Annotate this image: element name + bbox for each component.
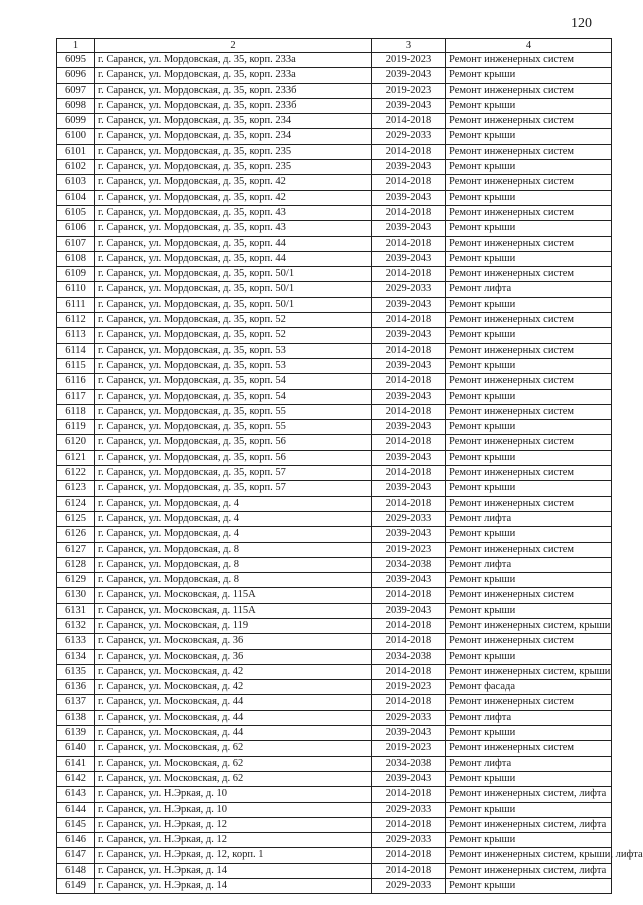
address-cell: г. Саранск, ул. Московская, д. 62 (95, 756, 372, 771)
row-number: 6105 (57, 205, 95, 220)
table-row (57, 710, 612, 725)
period-cell: 2029-2033 (372, 129, 446, 144)
row-number: 6148 (57, 863, 95, 878)
table-body (57, 53, 643, 894)
row-number: 6130 (57, 588, 95, 603)
row-number: 6111 (57, 297, 95, 312)
row-number: 6133 (57, 634, 95, 649)
work-type-cell: Ремонт инженерных систем, лифта (446, 787, 612, 802)
address-cell: г. Саранск, ул. Мордовская, д. 4 (95, 496, 372, 511)
work-type-cell: Ремонт крыши (446, 802, 612, 817)
table-row (57, 466, 612, 481)
row-number: 6122 (57, 466, 95, 481)
work-type-cell: Ремонт инженерных систем (446, 496, 612, 511)
work-type-cell: Ремонт крыши (446, 190, 612, 205)
period-cell: 2039-2043 (372, 251, 446, 266)
table-row (57, 144, 612, 159)
row-number: 6098 (57, 98, 95, 113)
table-row (57, 83, 612, 98)
row-number: 6127 (57, 542, 95, 557)
period-cell: 2014-2018 (372, 588, 446, 603)
header-row (57, 39, 612, 53)
table-row (57, 573, 612, 588)
address-cell: г. Саранск, ул. Московская, д. 42 (95, 664, 372, 679)
work-type-cell: Ремонт инженерных систем, лифта (446, 863, 612, 878)
table-row (57, 450, 612, 465)
period-cell: 2039-2043 (372, 527, 446, 542)
address-cell: г. Саранск, ул. Московская, д. 42 (95, 680, 372, 695)
work-type-cell: Ремонт инженерных систем (446, 83, 612, 98)
table-row (57, 527, 612, 542)
period-cell: 2019-2023 (372, 53, 446, 68)
address-cell: г. Саранск, ул. Мордовская, д. 35, корп. 50/1 (95, 282, 372, 297)
row-number: 6138 (57, 710, 95, 725)
row-number: 6129 (57, 573, 95, 588)
table-row (57, 190, 612, 205)
work-type-cell: Ремонт лифта (446, 756, 612, 771)
table-row (57, 297, 612, 312)
repair-schedule-table (56, 38, 643, 894)
row-number: 6119 (57, 420, 95, 435)
period-cell: 2019-2023 (372, 83, 446, 98)
table-row (57, 557, 612, 572)
address-cell: г. Саранск, ул. Н.Эркая, д. 10 (95, 802, 372, 817)
table-row (57, 267, 612, 282)
period-cell: 2039-2043 (372, 98, 446, 113)
address-cell: г. Саранск, ул. Московская, д. 44 (95, 695, 372, 710)
work-type-cell: Ремонт крыши (446, 221, 612, 236)
row-number: 6097 (57, 83, 95, 98)
table-row (57, 251, 612, 266)
column-header-2: 2 (95, 39, 372, 53)
work-type-cell: Ремонт инженерных систем (446, 144, 612, 159)
work-type-cell: Ремонт лифта (446, 282, 612, 297)
address-cell: г. Саранск, ул. Мордовская, д. 4 (95, 511, 372, 526)
table-row (57, 496, 612, 511)
work-type-cell: Ремонт инженерных систем, крыши, лифта (446, 848, 612, 863)
address-cell: г. Саранск, ул. Мордовская, д. 35, корп. 52 (95, 328, 372, 343)
work-type-cell: Ремонт инженерных систем (446, 205, 612, 220)
table-row (57, 68, 612, 83)
address-cell: г. Саранск, ул. Н.Эркая, д. 12 (95, 817, 372, 832)
period-cell: 2034-2038 (372, 557, 446, 572)
period-cell: 2039-2043 (372, 420, 446, 435)
work-type-cell: Ремонт крыши (446, 98, 612, 113)
period-cell: 2039-2043 (372, 481, 446, 496)
work-type-cell: Ремонт крыши (446, 68, 612, 83)
address-cell: г. Саранск, ул. Мордовская, д. 35, корп. 233а (95, 68, 372, 83)
work-type-cell: Ремонт крыши (446, 726, 612, 741)
address-cell: г. Саранск, ул. Мордовская, д. 35, корп. 233а (95, 53, 372, 68)
table-row (57, 420, 612, 435)
address-cell: г. Саранск, ул. Н.Эркая, д. 12 (95, 833, 372, 848)
work-type-cell: Ремонт крыши (446, 649, 612, 664)
period-cell: 2039-2043 (372, 573, 446, 588)
row-number: 6114 (57, 343, 95, 358)
period-cell: 2014-2018 (372, 236, 446, 251)
work-type-cell: Ремонт крыши (446, 328, 612, 343)
address-cell: г. Саранск, ул. Н.Эркая, д. 12, корп. 1 (95, 848, 372, 863)
period-cell: 2039-2043 (372, 450, 446, 465)
period-cell: 2029-2033 (372, 710, 446, 725)
address-cell: г. Саранск, ул. Московская, д. 44 (95, 710, 372, 725)
address-cell: г. Саранск, ул. Московская, д. 62 (95, 771, 372, 786)
address-cell: г. Саранск, ул. Мордовская, д. 8 (95, 557, 372, 572)
period-cell: 2029-2033 (372, 511, 446, 526)
period-cell: 2014-2018 (372, 466, 446, 481)
address-cell: г. Саранск, ул. Мордовская, д. 35, корп. 234 (95, 129, 372, 144)
period-cell: 2039-2043 (372, 389, 446, 404)
row-number: 6102 (57, 160, 95, 175)
address-cell: г. Саранск, ул. Н.Эркая, д. 10 (95, 787, 372, 802)
table-row (57, 98, 612, 113)
address-cell: г. Саранск, ул. Московская, д. 115А (95, 588, 372, 603)
work-type-cell: Ремонт инженерных систем (446, 343, 612, 358)
address-cell: г. Саранск, ул. Мордовская, д. 35, корп. 50/1 (95, 297, 372, 312)
address-cell: г. Саранск, ул. Московская, д. 36 (95, 634, 372, 649)
period-cell: 2014-2018 (372, 695, 446, 710)
address-cell: г. Саранск, ул. Н.Эркая, д. 14 (95, 863, 372, 878)
row-number: 6101 (57, 144, 95, 159)
period-cell: 2034-2038 (372, 756, 446, 771)
address-cell: г. Саранск, ул. Мордовская, д. 35, корп. 50/1 (95, 267, 372, 282)
period-cell: 2014-2018 (372, 343, 446, 358)
address-cell: г. Саранск, ул. Московская, д. 36 (95, 649, 372, 664)
address-cell: г. Саранск, ул. Мордовская, д. 35, корп. 233б (95, 83, 372, 98)
work-type-cell: Ремонт инженерных систем (446, 404, 612, 419)
row-number: 6125 (57, 511, 95, 526)
row-number: 6124 (57, 496, 95, 511)
work-type-cell: Ремонт крыши (446, 420, 612, 435)
period-cell: 2039-2043 (372, 771, 446, 786)
table-row (57, 649, 612, 664)
row-number: 6106 (57, 221, 95, 236)
period-cell: 2014-2018 (372, 618, 446, 633)
work-type-cell: Ремонт инженерных систем (446, 114, 612, 129)
table-row (57, 129, 612, 144)
address-cell: г. Саранск, ул. Мордовская, д. 35, корп. 233б (95, 98, 372, 113)
row-number: 6118 (57, 404, 95, 419)
page-number: 120 (571, 16, 592, 31)
period-cell: 2029-2033 (372, 282, 446, 297)
address-cell: г. Саранск, ул. Мордовская, д. 35, корп. 234 (95, 114, 372, 129)
period-cell: 2039-2043 (372, 68, 446, 83)
period-cell: 2014-2018 (372, 175, 446, 190)
row-number: 6120 (57, 435, 95, 450)
table-row (57, 389, 612, 404)
address-cell: г. Саранск, ул. Мордовская, д. 35, корп. 56 (95, 435, 372, 450)
work-type-cell: Ремонт крыши (446, 603, 612, 618)
row-number: 6145 (57, 817, 95, 832)
address-cell: г. Саранск, ул. Мордовская, д. 35, корп. 57 (95, 466, 372, 481)
address-cell: г. Саранск, ул. Мордовская, д. 35, корп. 235 (95, 144, 372, 159)
row-number: 6147 (57, 848, 95, 863)
table-row (57, 282, 612, 297)
period-cell: 2039-2043 (372, 726, 446, 741)
work-type-cell: Ремонт крыши (446, 450, 612, 465)
row-number: 6096 (57, 68, 95, 83)
row-number: 6103 (57, 175, 95, 190)
period-cell: 2039-2043 (372, 221, 446, 236)
column-header-4: 4 (446, 39, 612, 53)
table-row (57, 618, 612, 633)
work-type-cell: Ремонт фасада (446, 680, 612, 695)
row-number: 6142 (57, 771, 95, 786)
work-type-cell: Ремонт инженерных систем (446, 588, 612, 603)
period-cell: 2019-2023 (372, 680, 446, 695)
period-cell: 2014-2018 (372, 267, 446, 282)
table-row (57, 435, 612, 450)
period-cell: 2014-2018 (372, 404, 446, 419)
work-type-cell: Ремонт инженерных систем (446, 466, 612, 481)
address-cell: г. Саранск, ул. Мордовская, д. 35, корп. 52 (95, 313, 372, 328)
table-row (57, 358, 612, 373)
table-row (57, 787, 612, 802)
work-type-cell: Ремонт крыши (446, 527, 612, 542)
work-type-cell: Ремонт инженерных систем (446, 741, 612, 756)
row-number: 6143 (57, 787, 95, 802)
work-type-cell: Ремонт крыши (446, 389, 612, 404)
table-row (57, 175, 612, 190)
table-row (57, 802, 612, 817)
table-header (57, 39, 612, 53)
row-number: 6108 (57, 251, 95, 266)
address-cell: г. Саранск, ул. Московская, д. 119 (95, 618, 372, 633)
address-cell: г. Саранск, ул. Мордовская, д. 35, корп. 53 (95, 358, 372, 373)
row-number: 6100 (57, 129, 95, 144)
address-cell: г. Саранск, ул. Мордовская, д. 35, корп. 44 (95, 236, 372, 251)
address-cell: г. Саранск, ул. Мордовская, д. 35, корп. 55 (95, 420, 372, 435)
table-row (57, 114, 612, 129)
address-cell: г. Саранск, ул. Московская, д. 115А (95, 603, 372, 618)
table-row (57, 404, 612, 419)
row-number: 6128 (57, 557, 95, 572)
row-number: 6117 (57, 389, 95, 404)
row-number: 6115 (57, 358, 95, 373)
period-cell: 2019-2023 (372, 542, 446, 557)
period-cell: 2014-2018 (372, 848, 446, 863)
work-type-cell: Ремонт крыши (446, 251, 612, 266)
table-row (57, 343, 612, 358)
period-cell: 2039-2043 (372, 190, 446, 205)
address-cell: г. Саранск, ул. Мордовская, д. 35, корп. 44 (95, 251, 372, 266)
work-type-cell: Ремонт инженерных систем, крыши (446, 664, 612, 679)
address-cell: г. Саранск, ул. Мордовская, д. 8 (95, 542, 372, 557)
table-row (57, 726, 612, 741)
row-number: 6123 (57, 481, 95, 496)
row-number: 6137 (57, 695, 95, 710)
work-type-cell: Ремонт крыши (446, 481, 612, 496)
work-type-cell: Ремонт инженерных систем (446, 634, 612, 649)
column-header-3: 3 (372, 39, 446, 53)
work-type-cell: Ремонт лифта (446, 557, 612, 572)
work-type-cell: Ремонт лифта (446, 710, 612, 725)
period-cell: 2039-2043 (372, 603, 446, 618)
period-cell: 2014-2018 (372, 496, 446, 511)
period-cell: 2029-2033 (372, 833, 446, 848)
row-number: 6149 (57, 879, 95, 894)
period-cell: 2014-2018 (372, 863, 446, 878)
work-type-cell: Ремонт инженерных систем (446, 313, 612, 328)
work-type-cell: Ремонт инженерных систем (446, 374, 612, 389)
address-cell: г. Саранск, ул. Мордовская, д. 35, корп. 42 (95, 190, 372, 205)
period-cell: 2014-2018 (372, 817, 446, 832)
address-cell: г. Саранск, ул. Мордовская, д. 35, корп. 43 (95, 205, 372, 220)
table-row (57, 542, 612, 557)
address-cell: г. Саранск, ул. Мордовская, д. 35, корп. 53 (95, 343, 372, 358)
row-number: 6099 (57, 114, 95, 129)
row-number: 6110 (57, 282, 95, 297)
work-type-cell: Ремонт лифта (446, 511, 612, 526)
work-type-cell: Ремонт инженерных систем (446, 267, 612, 282)
row-number: 6132 (57, 618, 95, 633)
work-type-cell: Ремонт инженерных систем (446, 435, 612, 450)
period-cell: 2014-2018 (372, 374, 446, 389)
table-row (57, 328, 612, 343)
row-number: 6116 (57, 374, 95, 389)
period-cell: 2014-2018 (372, 144, 446, 159)
address-cell: г. Саранск, ул. Мордовская, д. 35, корп. 54 (95, 374, 372, 389)
period-cell: 2014-2018 (372, 634, 446, 649)
address-cell: г. Саранск, ул. Мордовская, д. 35, корп. 54 (95, 389, 372, 404)
table-row (57, 53, 612, 68)
table-row (57, 833, 612, 848)
work-type-cell: Ремонт крыши (446, 160, 612, 175)
row-number: 6113 (57, 328, 95, 343)
table-row (57, 236, 612, 251)
table-row (57, 588, 612, 603)
row-number: 6104 (57, 190, 95, 205)
table-row (57, 221, 612, 236)
table-row (57, 511, 612, 526)
table-row (57, 664, 612, 679)
address-cell: г. Саранск, ул. Мордовская, д. 35, корп. 56 (95, 450, 372, 465)
table-row (57, 879, 612, 894)
work-type-cell: Ремонт инженерных систем (446, 236, 612, 251)
period-cell: 2029-2033 (372, 802, 446, 817)
row-number: 6141 (57, 756, 95, 771)
row-number: 6139 (57, 726, 95, 741)
period-cell: 2014-2018 (372, 664, 446, 679)
work-type-cell: Ремонт инженерных систем (446, 695, 612, 710)
table-row (57, 756, 612, 771)
row-number: 6134 (57, 649, 95, 664)
period-cell: 2039-2043 (372, 160, 446, 175)
address-cell: г. Саранск, ул. Н.Эркая, д. 14 (95, 879, 372, 894)
table-row (57, 771, 612, 786)
work-type-cell: Ремонт крыши (446, 573, 612, 588)
row-number: 6146 (57, 833, 95, 848)
row-number: 6135 (57, 664, 95, 679)
work-type-cell: Ремонт инженерных систем (446, 53, 612, 68)
column-header-1: 1 (57, 39, 95, 53)
work-type-cell: Ремонт инженерных систем, крыши (446, 618, 612, 633)
table-row (57, 481, 612, 496)
period-cell: 2029-2033 (372, 879, 446, 894)
table-row (57, 313, 612, 328)
table-row (57, 863, 612, 878)
address-cell: г. Саранск, ул. Мордовская, д. 35, корп. 55 (95, 404, 372, 419)
row-number: 6140 (57, 741, 95, 756)
work-type-cell: Ремонт инженерных систем (446, 175, 612, 190)
address-cell: г. Саранск, ул. Мордовская, д. 4 (95, 527, 372, 542)
row-number: 6095 (57, 53, 95, 68)
table-row (57, 695, 612, 710)
work-type-cell: Ремонт крыши (446, 879, 612, 894)
work-type-cell: Ремонт инженерных систем, лифта (446, 817, 612, 832)
row-number: 6126 (57, 527, 95, 542)
address-cell: г. Саранск, ул. Мордовская, д. 35, корп. 57 (95, 481, 372, 496)
period-cell: 2039-2043 (372, 358, 446, 373)
table-row (57, 680, 612, 695)
row-number: 6121 (57, 450, 95, 465)
period-cell: 2039-2043 (372, 328, 446, 343)
row-number: 6107 (57, 236, 95, 251)
table-row (57, 848, 612, 863)
row-number: 6144 (57, 802, 95, 817)
address-cell: г. Саранск, ул. Московская, д. 62 (95, 741, 372, 756)
row-number: 6136 (57, 680, 95, 695)
table-row (57, 603, 612, 618)
work-type-cell: Ремонт крыши (446, 129, 612, 144)
period-cell: 2014-2018 (372, 435, 446, 450)
address-cell: г. Саранск, ул. Мордовская, д. 35, корп. 42 (95, 175, 372, 190)
work-type-cell: Ремонт крыши (446, 771, 612, 786)
address-cell: г. Саранск, ул. Мордовская, д. 35, корп. 43 (95, 221, 372, 236)
table-row (57, 817, 612, 832)
table-row (57, 374, 612, 389)
period-cell: 2039-2043 (372, 297, 446, 312)
work-type-cell: Ремонт крыши (446, 297, 612, 312)
work-type-cell: Ремонт инженерных систем (446, 542, 612, 557)
table-row (57, 741, 612, 756)
row-number: 6112 (57, 313, 95, 328)
period-cell: 2019-2023 (372, 741, 446, 756)
work-type-cell: Ремонт крыши (446, 833, 612, 848)
period-cell: 2014-2018 (372, 114, 446, 129)
period-cell: 2014-2018 (372, 787, 446, 802)
address-cell: г. Саранск, ул. Мордовская, д. 8 (95, 573, 372, 588)
period-cell: 2034-2038 (372, 649, 446, 664)
period-cell: 2014-2018 (372, 313, 446, 328)
table-row (57, 634, 612, 649)
period-cell: 2014-2018 (372, 205, 446, 220)
address-cell: г. Саранск, ул. Мордовская, д. 35, корп. 235 (95, 160, 372, 175)
table-row (57, 160, 612, 175)
row-number: 6131 (57, 603, 95, 618)
work-type-cell: Ремонт крыши (446, 358, 612, 373)
table-row (57, 205, 612, 220)
address-cell: г. Саранск, ул. Московская, д. 44 (95, 726, 372, 741)
row-number: 6109 (57, 267, 95, 282)
